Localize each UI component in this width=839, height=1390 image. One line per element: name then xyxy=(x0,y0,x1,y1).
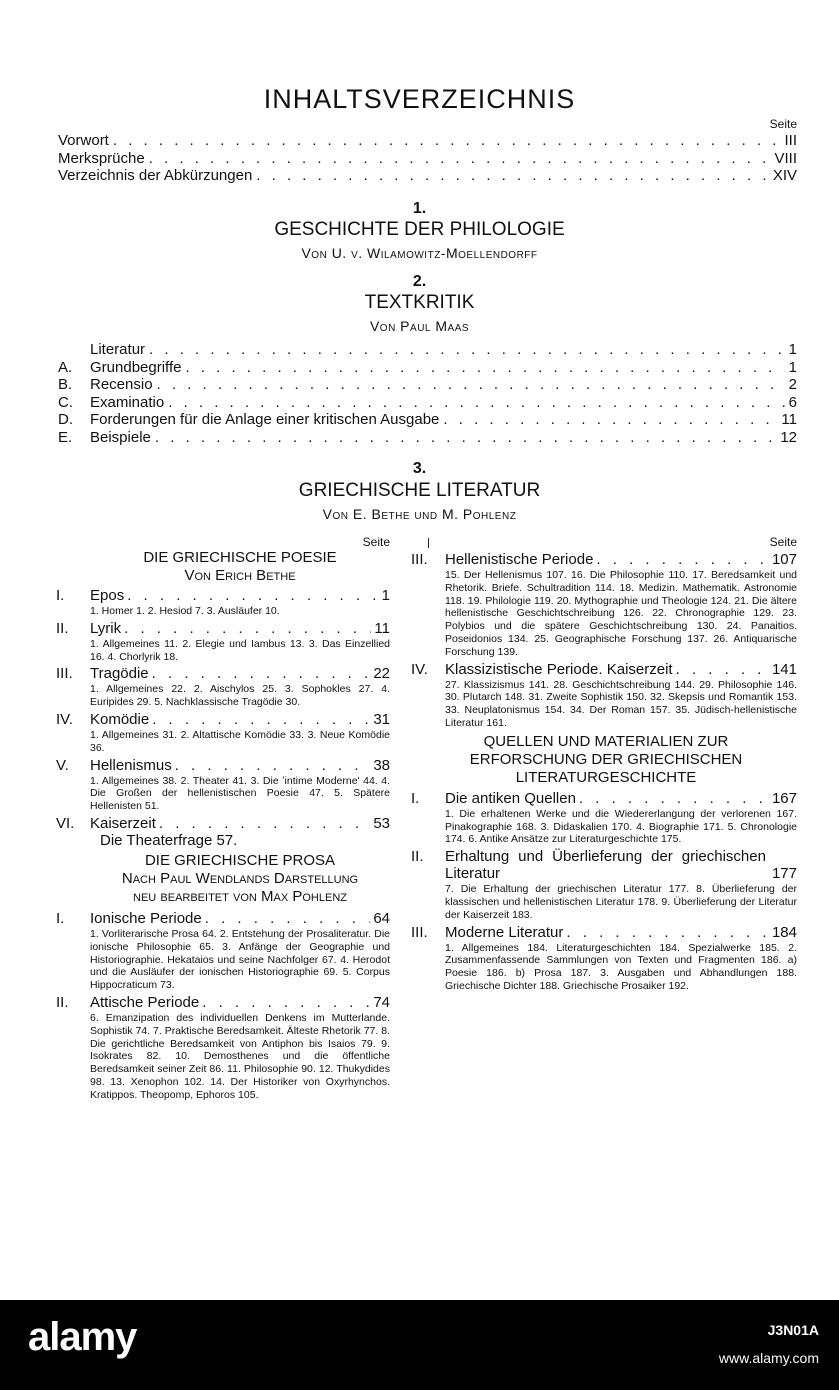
toc-label: Merksprüche xyxy=(58,149,145,167)
toc-page: 12 xyxy=(780,428,797,446)
toc-row xyxy=(58,132,797,150)
entry-label: Attische Periode xyxy=(90,993,200,1011)
entry-page: 107 xyxy=(771,551,797,568)
poesie-entry: V. Hellenismus . . . 38 1. Allgemeines 38. 2. Theater 41. 3. Die ʽintime Moderne' 44. 4. Die Großen der hellenistischen Poesie 47. 5. Spätere Hellenisten 51. xyxy=(90,757,390,813)
part2-author: Von Paul Maas xyxy=(369,318,470,334)
entry-label: Klassizistische Periode. Kaiserzeit xyxy=(445,660,673,678)
entry-page: 38 xyxy=(373,756,390,774)
entry-desc: 1. Vorliterarische Prosa 64. 2. Entstehung der Prosaliteratur. Die ionische Philosophie 65. 3. Anfänge der Geographie und Historiographie. Hekataios und seine Nachfolger 67. 4. Herodot und die Ausläufer der ionischen Historiographie 69. 5. Corpus Hippocraticum 73. xyxy=(90,927,390,992)
toc-label: Examinatio xyxy=(90,393,165,411)
seite-label: Seite xyxy=(769,117,797,131)
prosa-subtitle-1: Nach Paul Wendlands Darstellung xyxy=(121,869,359,887)
entry-desc: 1. Allgemeines 31. 2. Altattische Komödie 33. 3. Neue Komödie 36. xyxy=(90,728,390,754)
entry-desc: 1. Allgemeines 38. 2. Theater 41. 3. Die ʽintime Moderne' 44. 4. Die Großen der hellenistischen Poesie 47. 5. Spätere Hellenisten 51. xyxy=(90,774,390,813)
column-divider xyxy=(428,538,429,548)
quellen-entry: III. Moderne Literatur . . . 184 1. Allgemeines 184. Literaturgeschichten 184. Spezialwerke 185. 2. Zusammenfassende Sammlungen von Texten und Fragmenten 186. a) Poesie 186. b) Prosa 187. 3. Ausgaben und Abhandlungen 188. Griechische Dichter 188. Griechische Prosaiker 192. xyxy=(445,924,797,993)
theaterfrage: Die Theaterfrage 57. xyxy=(100,831,238,849)
entry-page: 64 xyxy=(373,909,390,927)
toc-row: B. Recensio . . . 2 xyxy=(58,376,797,394)
part1-author: Von U. v. Wilamowitz-Moellendorff xyxy=(301,245,538,261)
entry-label: Hellenistische Periode xyxy=(445,551,594,568)
entry-desc: 6. Emanzipation des individuellen Denkens im Mutterlande. Sophistik 74. 7. Praktische Beredsamkeit. Älteste Rhetorik 77. 8. Die gerichtliche Beredsamkeit von Antiphon bis Isaios 79. 9. Isokrates 82. 10. Demosthenes und die öffentliche Beredsamkeit seiner Zeit 86. 11. Philosophie 90. 12. Thukydides 98. 13. Xenophon 102. 14. Der Historiker von Oxyrhynchos. Kratippos. Theopomp, Ephoros 105. xyxy=(90,1011,390,1101)
prosa-entry: III. Hellenistische Periode . . . 107 15. Der Hellenismus 107. 16. Die Philosophie 110. 17. Beredsamkeit und Rhetorik. Briefe. Schultradition 114. 18. Medizin. Mathematik. Astronomie 118. 19. Philologie 119. 20. Mythographie und Theologie 124. 21. Die ältere hellenistische Geschichtschreibung 126. 22. Chronographie 129. 23. Polybios und die spätere Geschichtschreibung 130. 24. Panaitios. Poseidonios 134. 25. Geographische Forschung 137. 26. Antiquarische Forschung 139. xyxy=(445,551,797,659)
entry-desc: 27. Klassizismus 141. 28. Geschichtschreibung 144. 29. Philosophie 146. 30. Plutarch 148. 31. Zweite Sophistik 150. 32. Skepsis und Romantik 153. 33. Neuplatonismus 154. 34. Der Roman 157. 35. Jüdisch-hellenistische Literatur 161. xyxy=(445,678,797,729)
toc-row: E. Beispiele . . . 12 xyxy=(58,429,797,447)
watermark-banner xyxy=(0,1300,839,1390)
toc-page: XIV xyxy=(772,167,797,184)
entry-desc: 15. Der Hellenismus 107. 16. Die Philosophie 110. 17. Beredsamkeit und Rhetorik. Briefe. Schultradition 114. 18. Medizin. Mathematik. Astronomie 118. 19. Philologie 119. 20. Mythographie und Theologie 124. 21. Die ältere hellenistische Geschichtschreibung 126. 22. Chronographie 129. 23. Polybios und die spätere Geschichtschreibung 130. 24. Panaitios. Poseidonios 134. 25. Geographische Forschung 137. 26. Antiquarische Forschung 139. xyxy=(445,569,797,658)
entry-page: 74 xyxy=(373,993,390,1011)
entry-desc: 1. Allgemeines 184. Literaturgeschichten 184. Spezialwerke 185. 2. Zusammenfassende Sammlungen von Texten und Fragmenten 186. a) Poesie 186. b) Prosa 187. 3. Ausgaben und Abhandlungen 188. Griechische Dichter 188. Griechische Prosaiker 192. xyxy=(445,941,797,992)
prosa-entry: I. Ionische Periode . . . 64 1. Vorliterarische Prosa 64. 2. Entstehung der Prosaliteratur. Die ionische Philosophie 65. 3. Anfänge der Geographie und Historiographie. Hekataios und seine Nachfolger 67. 4. Herodot und die Ausläufer der ionischen Historiographie 69. 5. Corpus Hippocraticum 73. xyxy=(90,910,390,992)
left-column xyxy=(56,535,390,1104)
entry-label: Moderne Literatur xyxy=(445,923,564,941)
entry-page: 177 xyxy=(771,865,797,883)
toc-label: Verzeichnis der Abkürzungen xyxy=(58,167,253,184)
part1-title: GESCHICHTE DER PHILOLOGIE xyxy=(274,219,565,240)
right-column xyxy=(411,535,797,995)
quellen-title-1: QUELLEN UND MATERIALIEN ZUR xyxy=(483,732,729,750)
toc-page: 6 xyxy=(788,393,797,411)
toc-row xyxy=(58,150,797,168)
entry-label: Die antiken Quellen xyxy=(445,789,576,807)
entry-page: 31 xyxy=(373,710,390,728)
poesie-title: DIE GRIECHISCHE POESIE xyxy=(143,549,337,566)
entry-label: Hellenismus xyxy=(90,756,172,774)
entry-desc: 1. Die erhaltenen Werke und die Wiedererlangung der verlorenen 167. Pinakographie 168. 3. Didaskalien 170. 4. Biographie 171. 5. Chronologie 174. 6. Antike Ansätze zur Literaturgeschichte 175. xyxy=(445,807,797,846)
entry-page: 22 xyxy=(373,665,390,683)
entry-page: 53 xyxy=(373,814,390,832)
entry-desc: 1. Allgemeines 11. 2. Elegie und Iambus 13. 3. Das Einzellied 16. 4. Chorlyrik 18. xyxy=(90,637,390,663)
entry-desc: 1. Allgemeines 22. 2. Aischylos 25. 3. Sophokles 27. 4. Euripides 29. 5. Nachklassische Tragödie 30. xyxy=(90,683,390,709)
entry-label: Kaiserzeit xyxy=(90,814,156,832)
entry-label: Lyrik xyxy=(90,619,122,637)
quellen-title-3: LITERATURGESCHICHTE xyxy=(515,768,697,786)
entry-label: Ionische Periode xyxy=(90,909,202,927)
toc-row: A. Grundbegriffe . . . 1 xyxy=(58,359,797,377)
seite-label-right: Seite xyxy=(769,535,797,549)
front-matter-list xyxy=(58,132,797,185)
seite-label-left: Seite xyxy=(362,535,390,549)
toc-row xyxy=(58,167,797,185)
part3-number: 3. xyxy=(412,460,427,477)
poesie-entry: II. Lyrik . . . 11 1. Allgemeines 11. 2. Elegie und Iambus 13. 3. Das Einzellied 16. 4. Chorlyrik 18. xyxy=(90,620,390,664)
toc-page: III xyxy=(784,132,797,149)
image-id: J3N01A xyxy=(767,1322,819,1338)
entry-label: Komödie xyxy=(90,710,150,728)
toc-row: D. Forderungen für die Anlage einer kritischen Ausgabe . . . 11 xyxy=(58,411,797,429)
part3-author: Von E. Bethe und M. Pohlenz xyxy=(322,506,517,522)
poesie-author: Von Erich Bethe xyxy=(184,567,296,584)
entry-page: 11 xyxy=(374,619,390,637)
toc-row: C. Examinatio . . . 6 xyxy=(58,394,797,412)
quellen-entry: II. Erhaltung und Überlieferung der griechischen Literatur 177 7. Die Erhaltung der griechischen Literatur 177. 8. Überlieferung der klassischen und hellenistischen Literatur 178. 9. Überlieferung der Literatur der Kaiserzeit 183. xyxy=(411,848,797,921)
toc-label: Vorwort xyxy=(58,132,109,149)
entry-label: Epos xyxy=(90,587,125,604)
site-url: www.alamy.com xyxy=(718,1350,819,1366)
alamy-logo: alamy xyxy=(28,1315,137,1359)
toc-page: 1 xyxy=(788,341,797,358)
entry-page: 141 xyxy=(771,660,797,678)
entry-desc: 7. Die Erhaltung der griechischen Literatur 177. 8. Überlieferung der klassischen und hellenistischen Literatur 178. 9. Überlieferung der Literatur der Kaiserzeit 183. xyxy=(445,883,797,921)
toc-row xyxy=(58,341,797,359)
toc-label: Literatur xyxy=(90,341,146,358)
page-title: INHALTSVERZEICHNIS xyxy=(263,84,576,114)
toc-page: 11 xyxy=(781,411,797,428)
part1-number: 1. xyxy=(412,200,427,217)
part3-title: GRIECHISCHE LITERATUR xyxy=(298,480,541,501)
toc-page: 2 xyxy=(788,376,797,393)
toc-label: Beispiele xyxy=(90,428,151,446)
poesie-entry: VI. Kaiserzeit . . . 53 xyxy=(90,815,390,832)
prosa-title: DIE GRIECHISCHE PROSA xyxy=(144,851,336,869)
entry-page: 167 xyxy=(771,789,797,807)
toc-page: 1 xyxy=(788,358,797,376)
poesie-entry: III. Tragödie . . . 22 1. Allgemeines 22. 2. Aischylos 25. 3. Sophokles 27. 4. Euripides 29. 5. Nachklassische Tragödie 30. xyxy=(90,665,390,709)
toc-label: Grundbegriffe xyxy=(90,358,182,376)
entry-desc: 1. Homer 1. 2. Hesiod 7. 3. Ausläufer 10. xyxy=(90,605,280,617)
prosa-subtitle-2: neu bearbeitet von Max Pohlenz xyxy=(133,887,347,905)
part2-title: TEXTKRITIK xyxy=(364,292,475,313)
toc-page: VIII xyxy=(774,149,797,167)
poesie-entry: I. Epos . . . 1 1. Homer 1. 2. Hesiod 7. 3. Ausläufer 10. xyxy=(90,587,390,618)
toc-label: Recensio xyxy=(90,376,153,393)
quellen-entry: I. Die antiken Quellen . . . 167 1. Die erhaltenen Werke und die Wiedererlangung der verlorenen 167. Pinakographie 168. 3. Didaskalien 170. 4. Biographie 171. 5. Chronologie 174. 6. Antike Ansätze zur Literaturgeschichte 175. xyxy=(445,790,797,846)
entry-label: Tragödie xyxy=(90,665,149,683)
entry-page: 184 xyxy=(771,923,797,941)
quellen-title-2: ERFORSCHUNG DER GRIECHISCHEN xyxy=(469,750,743,768)
prosa-entry: IV. Klassizistische Periode. Kaiserzeit . . . 141 27. Klassizismus 141. 28. Geschichtschreibung 144. 29. Philosophie 146. 30. Plutarch 148. 31. Zweite Sophistik 150. 32. Skepsis und Romantik 153. 33. Neuplatonismus 154. 34. Der Roman 157. 35. Jüdisch-hellenistische Literatur 161. xyxy=(445,661,797,730)
textkritik-list xyxy=(58,341,797,446)
prosa-entry: II. Attische Periode . . . 74 6. Emanzipation des individuellen Denkens im Mutterlande. Sophistik 74. 7. Praktische Beredsamkeit. Älteste Rhetorik 77. 8. Die gerichtliche Beredsamkeit von Antiphon bis Isaios 79. 9. Isokrates 82. 10. Demosthenes und die öffentliche Beredsamkeit seiner Zeit 86. 11. Philosophie 90. 12. Thukydides 98. 13. Xenophon 102. 14. Der Historiker von Oxyrhynchos. Kratippos. Theopomp, Ephoros 105. xyxy=(90,994,390,1102)
entry-page: 1 xyxy=(381,587,390,604)
toc-label: Forderungen für die Anlage einer kritischen Ausgabe xyxy=(90,411,440,428)
part2-number: 2. xyxy=(412,273,427,290)
entry-label: Erhaltung und Überlieferung der griechischen Literatur xyxy=(445,848,766,883)
poesie-entry: IV. Komödie . . . 31 1. Allgemeines 31. 2. Altattische Komödie 33. 3. Neue Komödie 36. xyxy=(90,711,390,755)
